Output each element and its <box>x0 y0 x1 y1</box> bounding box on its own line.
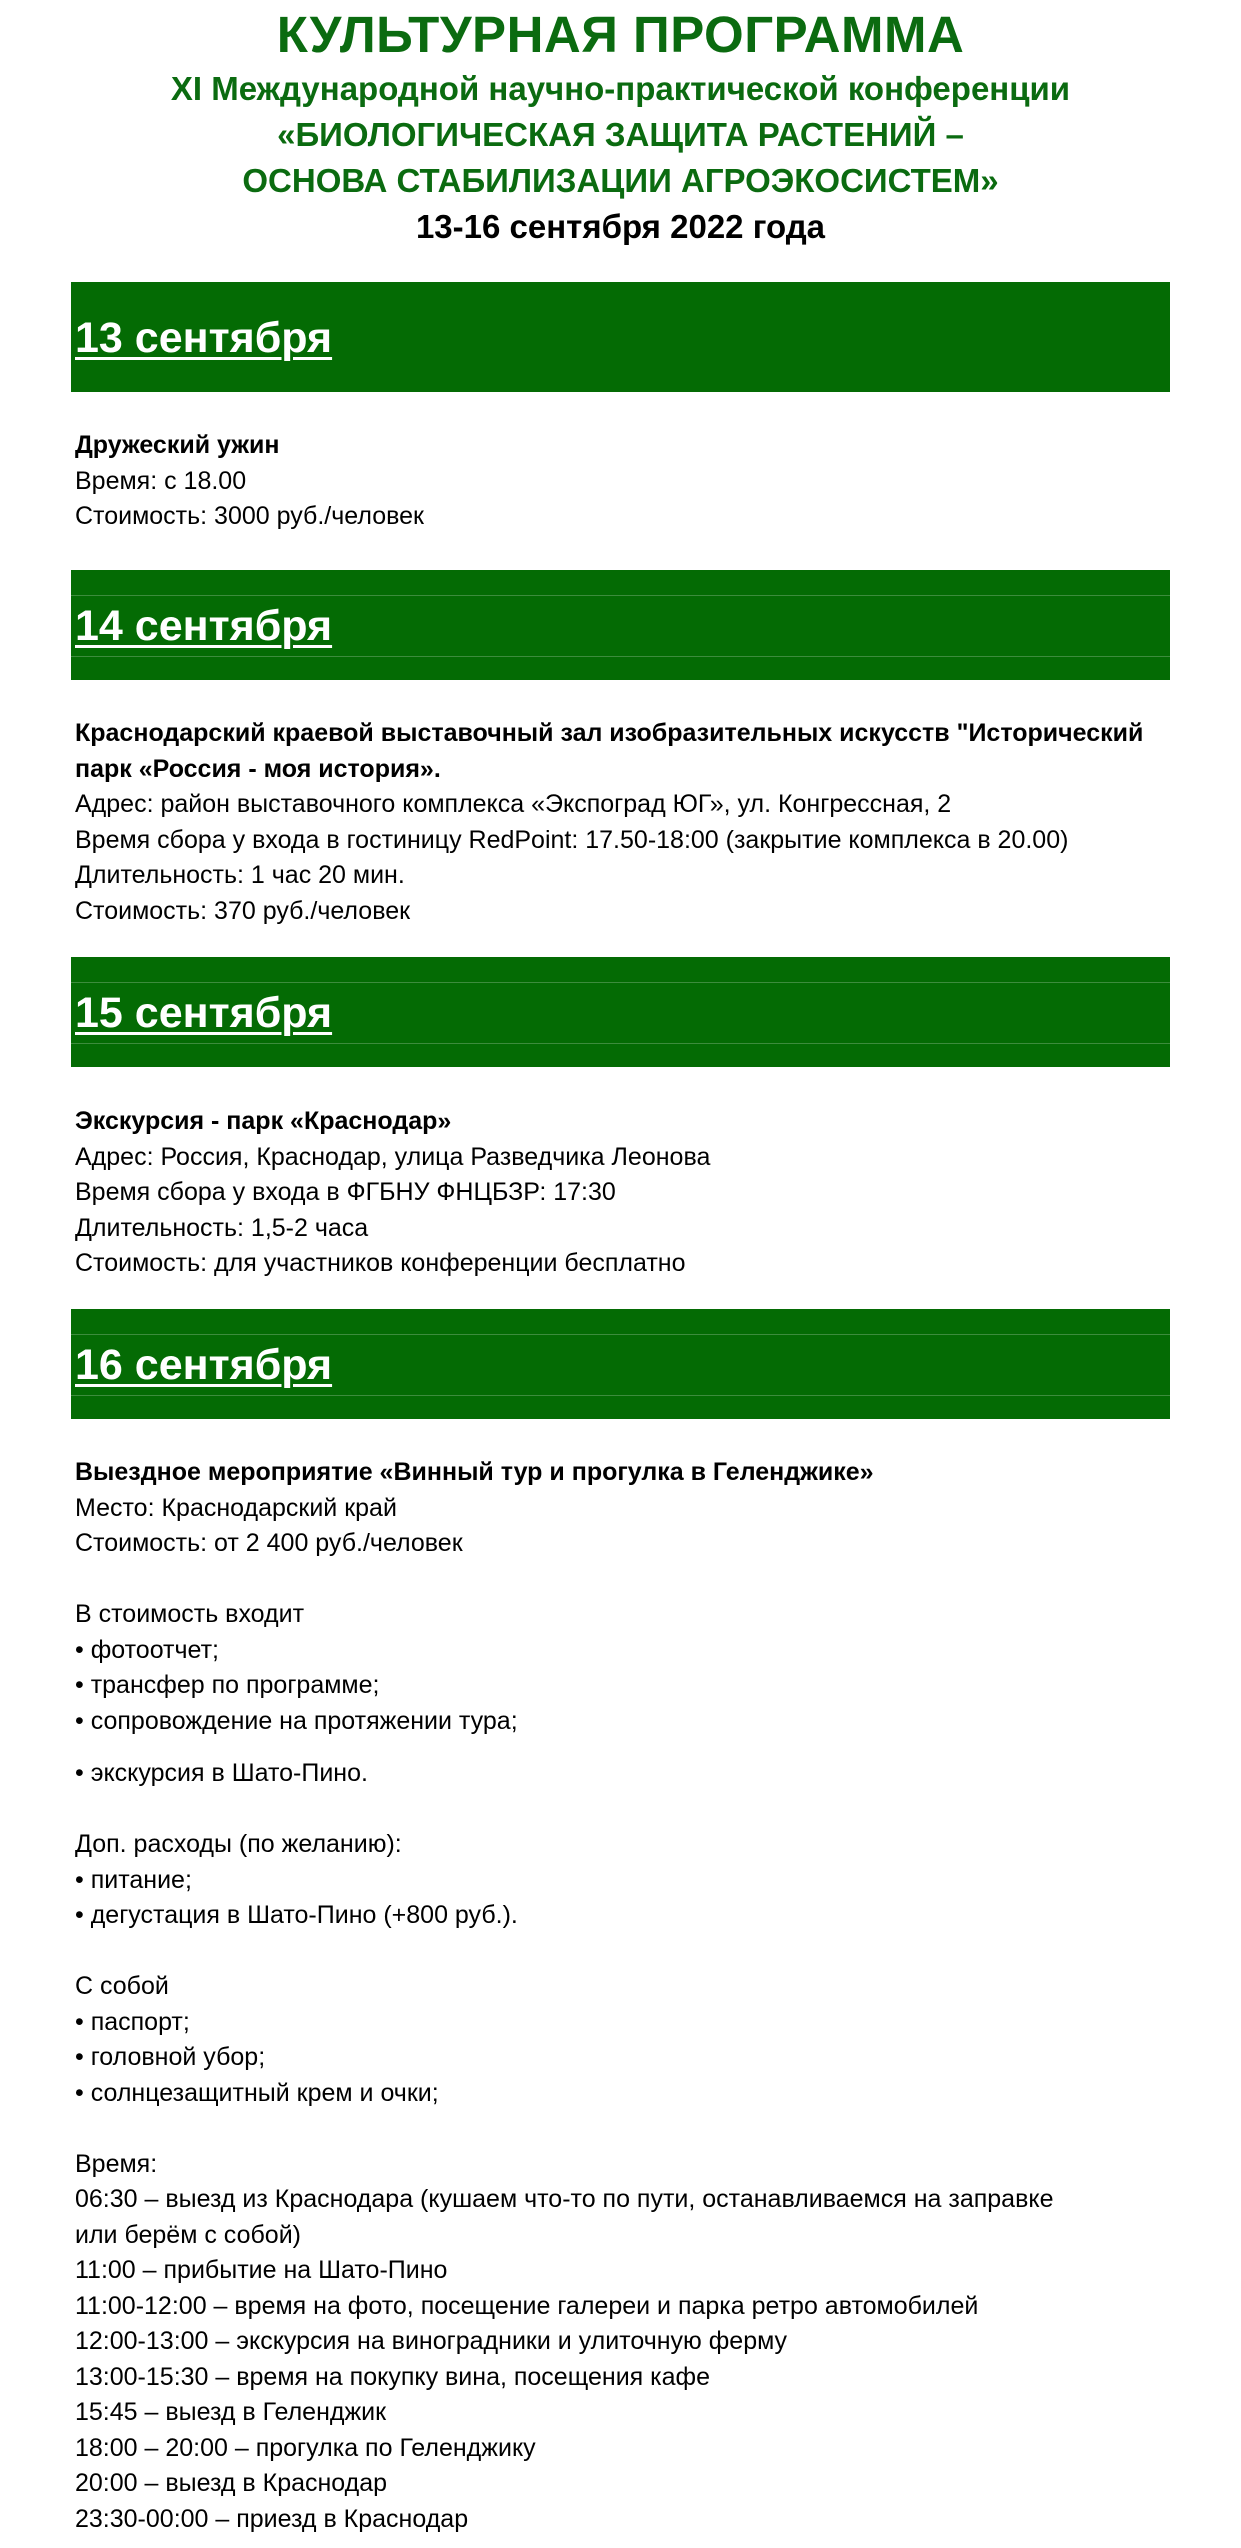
bar-divider <box>71 595 1170 596</box>
event-title: Экскурсия - парк «Краснодар» <box>75 1107 452 1135</box>
schedule-item: 12:00-13:00 – экскурсия на виноградники и улиточную ферму <box>75 2327 788 2355</box>
schedule-list <box>75 2182 1175 2537</box>
day-heading: 13 сентября <box>75 314 333 362</box>
event-time: Время: с 18.00 <box>75 466 247 495</box>
document-header <box>0 0 1241 250</box>
event-address: Адрес: Россия, Краснодар, улица Разведчика Леонова <box>75 1142 711 1171</box>
schedule-item: 06:30 – выезд из Краснодара (кушаем что-то по пути, останавливаемся на заправке <box>75 2185 1054 2213</box>
event-title-line-1: Краснодарский краевой выставочный зал изобразительных искусств "Исторический <box>75 719 1144 747</box>
extra-costs-list <box>75 1863 1175 1934</box>
included-list <box>75 1633 1175 1792</box>
day-header-15-september <box>71 957 1170 1067</box>
schedule-heading: Время: <box>75 2149 158 2178</box>
day-heading: 15 сентября <box>75 989 333 1037</box>
schedule-item: 15:45 – выезд в Геленджик <box>75 2398 387 2426</box>
list-item: • сопровождение на протяжении тура; <box>75 1706 518 1735</box>
day-15-section <box>75 1104 1175 1282</box>
bring-heading: С собой <box>75 1972 169 2000</box>
event-meeting-time: Время сбора у входа в гостиницу RedPoint: 17.50-18:00 (закрытие комплекса в 20.00) <box>75 825 1069 854</box>
event-place: Место: Краснодарский край <box>75 1493 397 1522</box>
list-item: • паспорт; <box>75 2007 190 2036</box>
list-item: • трансфер по программе; <box>75 1671 380 1699</box>
schedule-item: 18:00 – 20:00 – прогулка по Геленджику <box>75 2433 536 2462</box>
day-heading: 14 сентября <box>75 602 333 650</box>
list-item: • фотоотчет; <box>75 1635 219 1664</box>
event-duration: Длительность: 1 час 20 мин. <box>75 861 405 889</box>
main-title: КУЛЬТУРНАЯ ПРОГРАММА <box>276 6 965 63</box>
included-heading: В стоимость входит <box>75 1600 305 1628</box>
conference-subtitle-line-1: XI Международной научно-практической конференции <box>170 70 1071 107</box>
day-14-section <box>75 716 1175 929</box>
conference-subtitle-line-2: «БИОЛОГИЧЕСКАЯ ЗАЩИТА РАСТЕНИЙ – <box>277 116 964 153</box>
schedule-item: 13:00-15:30 – время на покупку вина, посещения кафе <box>75 2362 711 2391</box>
conference-dates: 13-16 сентября 2022 года <box>415 208 826 245</box>
day-header-16-september <box>71 1309 1170 1419</box>
list-item: • дегустация в Шато-Пино (+800 руб.). <box>75 1901 518 1929</box>
event-title-line-2: парк «Россия - моя история». <box>75 754 441 783</box>
event-title: Выездное мероприятие «Винный тур и прогулка в Геленджике» <box>75 1458 874 1486</box>
extra-costs-heading: Доп. расходы (по желанию): <box>75 1830 402 1858</box>
day-heading: 16 сентября <box>75 1341 333 1389</box>
schedule-item: 23:30-00:00 – приезд в Краснодар <box>75 2504 469 2533</box>
day-13-section <box>75 428 1175 535</box>
bar-divider <box>71 1334 1170 1335</box>
event-title: Дружеский ужин <box>75 431 280 459</box>
bar-divider <box>71 1395 1170 1396</box>
conference-subtitle-line-3: ОСНОВА СТАБИЛИЗАЦИИ АГРОЭКОСИСТЕМ» <box>242 162 999 199</box>
schedule-item: 20:00 – выезд в Краснодар <box>75 2469 388 2497</box>
event-duration: Длительность: 1,5-2 часа <box>75 1213 369 1242</box>
list-item: • питание; <box>75 1865 192 1894</box>
bar-divider <box>71 1043 1170 1044</box>
event-meeting-time: Время сбора у входа в ФГБНУ ФНЦБЗР: 17:30 <box>75 1178 616 1206</box>
bring-list <box>75 2005 1175 2112</box>
event-address: Адрес: район выставочного комплекса «Экспоград ЮГ», ул. Конгрессная, 2 <box>75 790 952 818</box>
list-item: • солнцезащитный крем и очки; <box>75 2078 439 2107</box>
schedule-item: 11:00-12:00 – время на фото, посещение галереи и парка ретро автомобилей <box>75 2291 979 2320</box>
bar-divider <box>71 982 1170 983</box>
event-cost: Стоимость: 370 руб./человек <box>75 896 411 925</box>
schedule-item: или берём с собой) <box>75 2220 301 2249</box>
list-item: • головной убор; <box>75 2043 266 2071</box>
bar-divider <box>71 656 1170 657</box>
list-item: • экскурсия в Шато-Пино. <box>75 1759 368 1787</box>
event-cost: Стоимость: от 2 400 руб./человек <box>75 1529 463 1557</box>
day-header-14-september <box>71 570 1170 680</box>
event-cost: Стоимость: 3000 руб./человек <box>75 502 424 530</box>
schedule-item: 11:00 – прибытие на Шато-Пино <box>75 2256 448 2284</box>
event-cost: Стоимость: для участников конференции бесплатно <box>75 1249 686 1277</box>
day-header-13-september <box>71 282 1170 392</box>
day-16-section <box>75 1455 1175 2537</box>
